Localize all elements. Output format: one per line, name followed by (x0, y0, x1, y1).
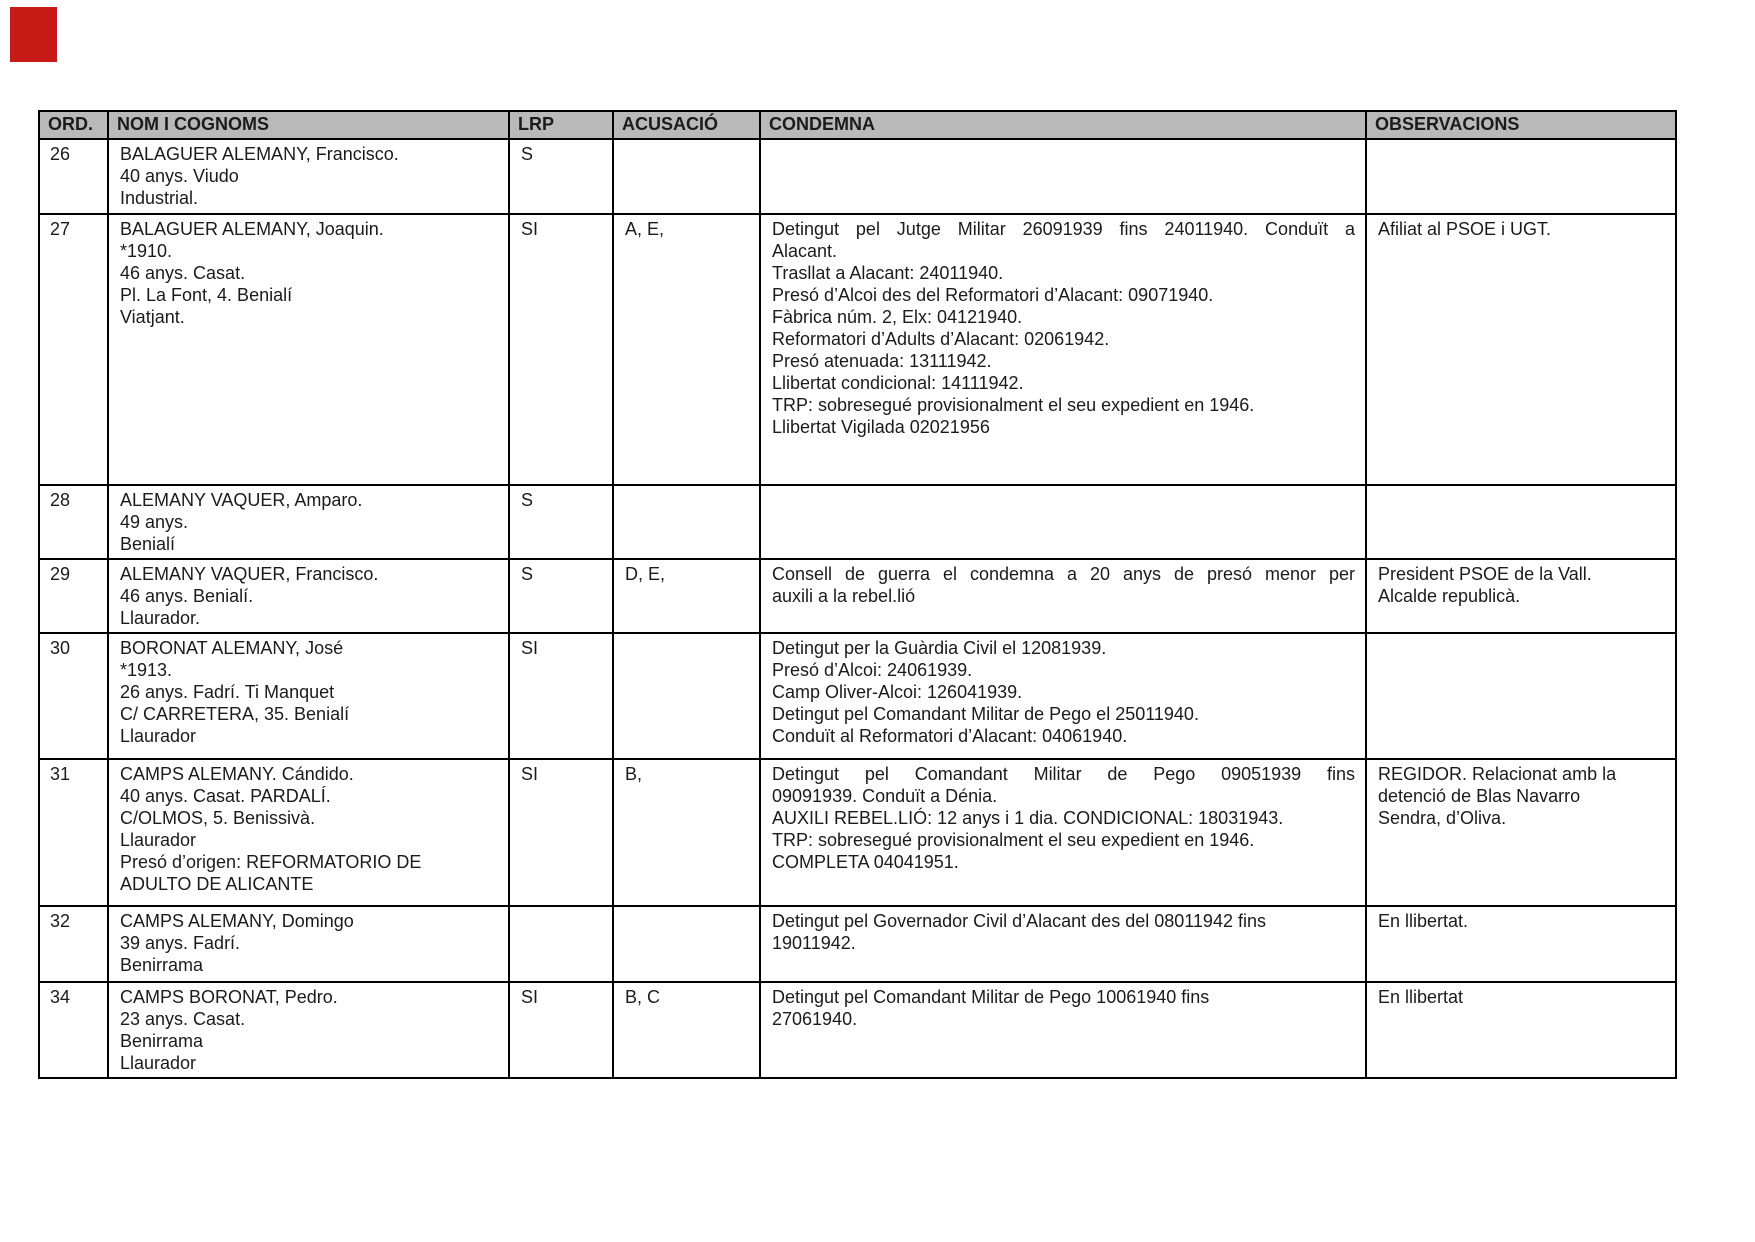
cell-line: Afiliat al PSOE i UGT. (1378, 219, 1552, 239)
cell-line: Detingut pel Governador Civil d’Alacant des del 08011942 fins (772, 911, 1266, 931)
cell-observacions (1366, 485, 1676, 559)
cell-line: BORONAT ALEMANY, José (120, 638, 344, 658)
cell-line: Detingut pel Comandant Militar de Pego 09051939 fins (772, 764, 1355, 784)
cell-line: TRP: sobresegué provisionalment el seu expedient en 1946. (772, 395, 1255, 415)
table-row (39, 982, 1676, 1078)
cell-line: Alcalde republicà. (1378, 586, 1521, 606)
cell-line: Benirrama (120, 955, 204, 975)
cell-line: Fàbrica núm. 2, Elx: 04121940. (772, 307, 1023, 327)
cell-line: 46 anys. Casat. (120, 263, 246, 283)
cell-line: 39 anys. Fadrí. (120, 933, 241, 953)
cell-nom-i-cognoms (108, 139, 509, 214)
cell-line: Pl. La Font, 4. Benialí (120, 285, 293, 305)
cell-condemna (760, 906, 1366, 982)
cell-line: BALAGUER ALEMANY, Joaquin. (120, 219, 384, 239)
cell-line: En llibertat (1378, 987, 1464, 1007)
cell-line: AUXILI REBEL.LIÓ: 12 anys i 1 dia. CONDICIONAL: 18031943. (772, 808, 1284, 828)
cell-line: 46 anys. Benialí. (120, 586, 254, 606)
cell-nom-i-cognoms (108, 214, 509, 485)
cell-line: Camp Oliver-Alcoi: 126041939. (772, 682, 1023, 702)
table-row (39, 485, 1676, 559)
header-lrp: LRP (509, 111, 613, 139)
cell-line: COMPLETA 04041951. (772, 852, 959, 872)
cell-observacions (1366, 139, 1676, 214)
cell-line: Llibertat Vigilada 02021956 (772, 417, 990, 437)
cell-nom-i-cognoms (108, 559, 509, 633)
cell-condemna (760, 759, 1366, 906)
cell-line: 27061940. (772, 1009, 858, 1029)
cell-line: Detingut pel Jutge Militar 26091939 fins 24011940. Conduït a (772, 219, 1355, 239)
cell-observacions (1366, 559, 1676, 633)
cell-lrp: SI (509, 633, 613, 759)
cell-ord: 32 (39, 906, 108, 982)
cell-lrp: SI (509, 214, 613, 485)
cell-line: Presó d’Alcoi des del Reformatori d’Alacant: 09071940. (772, 285, 1214, 305)
cell-line: 40 anys. Viudo (120, 166, 239, 186)
cell-line: 26 anys. Fadrí. Ti Manquet (120, 682, 335, 702)
cell-ord: 30 (39, 633, 108, 759)
header-observacions: OBSERVACIONS (1366, 111, 1676, 139)
cell-line: Viatjant. (120, 307, 185, 327)
cell-line: Detingut per la Guàrdia Civil el 12081939. (772, 638, 1107, 658)
cell-line: Alacant. (772, 241, 838, 261)
cell-acusacio (613, 139, 760, 214)
table-header-row (39, 111, 1676, 139)
cell-line: Presó d’origen: REFORMATORIO DE (120, 852, 422, 872)
cell-condemna (760, 633, 1366, 759)
cell-line: Reformatori d’Adults d’Alacant: 02061942. (772, 329, 1110, 349)
cell-line: Consell de guerra el condemna a 20 anys de presó menor per (772, 564, 1355, 584)
cell-line: auxili a la rebel.lió (772, 586, 916, 606)
cell-line: 19011942. (772, 933, 856, 953)
cell-lrp: SI (509, 982, 613, 1078)
cell-nom-i-cognoms (108, 633, 509, 759)
cell-lrp: S (509, 559, 613, 633)
cell-condemna (760, 559, 1366, 633)
cell-line: Sendra, d’Oliva. (1378, 808, 1507, 828)
header-nom-i-cognoms: NOM I COGNOMS (108, 111, 509, 139)
cell-line: Presó atenuada: 13111942. (772, 351, 992, 371)
table-row (39, 214, 1676, 485)
cell-line: Llaurador. (120, 608, 201, 628)
prisoners-table (38, 110, 1677, 1079)
table-row (39, 139, 1676, 214)
cell-ord: 29 (39, 559, 108, 633)
cell-line: Industrial. (120, 188, 199, 208)
cell-line: 40 anys. Casat. PARDALÍ. (120, 786, 331, 806)
cell-acusacio: A, E, (613, 214, 760, 485)
table-row (39, 759, 1676, 906)
cell-nom-i-cognoms (108, 906, 509, 982)
cell-nom-i-cognoms (108, 485, 509, 559)
cell-acusacio (613, 485, 760, 559)
header-acusacio: ACUSACIÓ (613, 111, 760, 139)
cell-line: CAMPS ALEMANY. Cándido. (120, 764, 354, 784)
cell-ord: 26 (39, 139, 108, 214)
cell-ord: 34 (39, 982, 108, 1078)
cell-observacions (1366, 906, 1676, 982)
cell-condemna (760, 485, 1366, 559)
cell-condemna (760, 982, 1366, 1078)
cell-condemna (760, 139, 1366, 214)
cell-line: BALAGUER ALEMANY, Francisco. (120, 144, 399, 164)
cell-line: *1913. (120, 660, 173, 680)
cell-acusacio: B, C (613, 982, 760, 1078)
cell-line: REGIDOR. Relacionat amb la (1378, 764, 1617, 784)
table-row (39, 559, 1676, 633)
cell-lrp: SI (509, 759, 613, 906)
cell-line: 09091939. Conduït a Dénia. (772, 786, 998, 806)
cell-line: Llaurador (120, 726, 197, 746)
cell-line: ALEMANY VAQUER, Francisco. (120, 564, 379, 584)
cell-nom-i-cognoms (108, 982, 509, 1078)
cell-line: Benialí (120, 534, 176, 554)
red-stamp (10, 7, 57, 62)
cell-observacions (1366, 214, 1676, 485)
cell-line: En llibertat. (1378, 911, 1469, 931)
cell-line: Presó d’Alcoi: 24061939. (772, 660, 973, 680)
cell-line: Conduït al Reformatori d’Alacant: 04061940. (772, 726, 1128, 746)
cell-line: 49 anys. (120, 512, 189, 532)
cell-line: *1910. (120, 241, 173, 261)
cell-line: TRP: sobresegué provisionalment el seu expedient en 1946. (772, 830, 1255, 850)
cell-acusacio (613, 906, 760, 982)
cell-observacions (1366, 982, 1676, 1078)
header-ord: ORD. (39, 111, 108, 139)
cell-line: C/OLMOS, 5. Benissivà. (120, 808, 316, 828)
cell-line: ALEMANY VAQUER, Amparo. (120, 490, 363, 510)
cell-line: C/ CARRETERA, 35. Benialí (120, 704, 350, 724)
cell-line: Detingut pel Comandant Militar de Pego el 25011940. (772, 704, 1199, 724)
table-row (39, 633, 1676, 759)
cell-acusacio (613, 633, 760, 759)
cell-line: Trasllat a Alacant: 24011940. (772, 263, 1004, 283)
cell-condemna (760, 214, 1366, 485)
cell-line: Llaurador (120, 1053, 197, 1073)
cell-line: CAMPS ALEMANY, Domingo (120, 911, 354, 931)
cell-line: Detingut pel Comandant Militar de Pego 10061940 fins (772, 987, 1210, 1007)
cell-lrp: S (509, 485, 613, 559)
cell-ord: 27 (39, 214, 108, 485)
cell-line: Benirrama (120, 1031, 204, 1051)
cell-line: Llibertat condicional: 14111942. (772, 373, 1024, 393)
cell-lrp: S (509, 139, 613, 214)
cell-line: detenció de Blas Navarro (1378, 786, 1581, 806)
header-condemna: CONDEMNA (760, 111, 1366, 139)
cell-ord: 31 (39, 759, 108, 906)
cell-acusacio: D, E, (613, 559, 760, 633)
cell-ord: 28 (39, 485, 108, 559)
cell-line: Llaurador (120, 830, 197, 850)
cell-lrp (509, 906, 613, 982)
cell-observacions (1366, 633, 1676, 759)
cell-line: President PSOE de la Vall. (1378, 564, 1592, 584)
cell-observacions (1366, 759, 1676, 906)
cell-line: CAMPS BORONAT, Pedro. (120, 987, 338, 1007)
cell-line: ADULTO DE ALICANTE (120, 874, 314, 894)
cell-nom-i-cognoms (108, 759, 509, 906)
table-row (39, 906, 1676, 982)
cell-line: 23 anys. Casat. (120, 1009, 246, 1029)
cell-acusacio: B, (613, 759, 760, 906)
